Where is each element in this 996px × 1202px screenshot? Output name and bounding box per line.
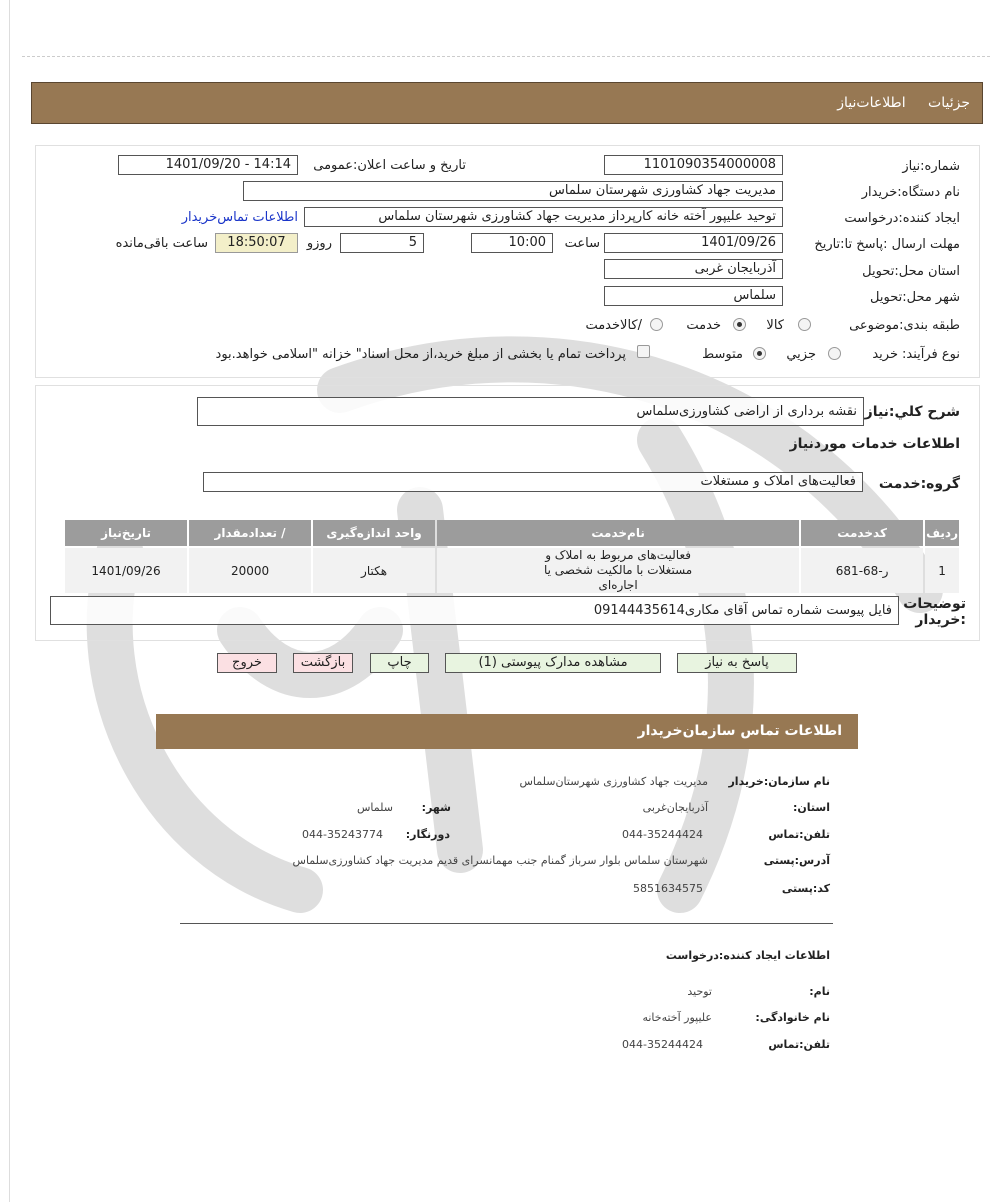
requester-family-value: علیپور آخته‌خانه [642,1011,712,1024]
requester-phone-label: تلفن:تماس [768,1038,830,1051]
summary-field: نقشه برداری از اراضی کشاورزی‌سلماس [197,397,864,426]
col-unit: واحد اندازه‌گیری [313,520,435,546]
contact-phone-label: تلفن:تماس [768,828,830,841]
requester-phone-value: 044-35244424 [622,1038,703,1051]
process-minor-radio[interactable] [828,347,841,360]
creator-field: توحید علیپور آخته خانه کارپرداز مدیریت جهاد کشاورزی شهرستان سلماس [304,207,783,227]
requester-title: اطلاعات ایجاد کننده:درخواست [665,949,830,962]
cell-quantity: 20000 [189,548,311,593]
contact-city-label: شهر: [421,801,451,814]
city-label: شهر محل:تحویل [870,290,960,305]
cell-unit: هکتار [313,548,435,593]
tab-details[interactable]: جزئیات [928,95,970,111]
col-row: ردیف [925,520,959,546]
buyer-notes-label: توضیحات :خریدار [903,596,966,628]
contact-address-label: آدرس:پستی [763,854,830,867]
treasury-payment-checkbox[interactable] [637,345,650,358]
col-need-date: تاریخ‌نیاز [65,520,187,546]
need-number-field: 1101090354000008 [604,155,783,175]
back-button[interactable]: بازگشت [293,653,353,673]
deadline-time-label: ساعت [564,236,600,251]
province-label: استان محل:تحویل [862,264,960,279]
announce-label: تاریخ و ساعت اعلان:عمومی [313,158,466,173]
buyer-org-field: مدیریت جهاد کشاورزی شهرستان سلماس [243,181,783,201]
col-service-code: کدخدمت [801,520,923,546]
province-field: آذربایجان غربی [604,259,783,279]
services-table [63,518,961,595]
process-buy-label: خرید [872,347,898,362]
summary-label: شرح کلي:نیاز [864,404,960,420]
category-goods-radio[interactable] [798,318,811,331]
col-quantity: / تعدادمقدار [189,520,311,546]
print-button[interactable]: چاپ [370,653,429,673]
contact-fax-label: دورنگار: [405,828,450,841]
exit-button[interactable]: خروج [217,653,277,673]
deadline-date-field: 1401/09/26 [604,233,783,253]
reply-button[interactable]: پاسخ به نیاز [677,653,797,673]
city-field: سلماس [604,286,783,306]
process-medium-radio[interactable] [753,347,766,360]
service-group-field: فعالیت‌های املاک و مستغلات [203,472,863,492]
category-goods-service-radio[interactable] [650,318,663,331]
contact-fax-value: 044-35243774 [302,828,383,841]
services-title: اطلاعات خدمات موردنیاز [789,436,960,452]
contact-section-header [156,714,858,749]
contact-phone-value: 044-35244424 [622,828,703,841]
days-label: روزو [306,236,332,251]
process-label: نوع فرآیند: [902,347,960,362]
contact-section-title: اطلاعات تماس سازمان‌خریدار [637,723,842,739]
contact-postal-label: کد:پستی [781,882,830,895]
contact-postal-value: 5851634575 [633,882,703,895]
tab-need-info[interactable]: اطلاعات‌نیاز [837,95,906,111]
service-group-label: گروه:خدمت [878,476,960,492]
contact-province-value: آذربایجان‌غربی [642,801,708,814]
contact-address-value: شهرستان سلماس بلوار سرباز گمنام جنب مهمانسرای قدیم مدیریت جهاد کشاورزی‌سلماس [292,854,708,867]
requester-name-value: توحید [687,985,712,998]
contact-province-label: استان: [793,801,830,814]
header-bar [31,82,983,124]
contact-org-label: نام سازمان:خریدار [728,775,830,788]
category-label: طبقه بندی:موضوعی [849,318,960,333]
need-details-panel [35,145,980,378]
requester-family-label: نام خانوادگی: [755,1011,830,1024]
deadline-time-field: 10:00 [471,233,553,253]
category-service-label: خدمت [686,318,721,333]
top-dashed-divider [22,56,990,57]
need-number-label: شماره:نیاز [902,159,960,174]
contact-city-value: سلماس [357,801,393,814]
buyer-notes-field: فایل پیوست شماره تماس آقای مکاری09144435614 [50,596,899,625]
deadline-label: مهلت ارسال :پاسخ تا:تاریخ [814,237,960,252]
cell-service-name: فعالیت‌های مربوط به املاک و مستغلات با مالکیت شخصی یا اجاره‌ای [437,548,799,593]
attachments-button[interactable]: مشاهده مدارک پیوستی (1) [445,653,661,673]
table-header-row [65,520,959,546]
cell-need-date: 1401/09/26 [65,548,187,593]
page-left-rule [9,0,10,1202]
cell-service-code: ر-68-681 [801,548,923,593]
contact-divider [180,923,833,924]
creator-label: ایجاد کننده:درخواست [844,211,960,226]
table-row [65,548,959,593]
contact-org-value: مدیریت جهاد کشاورزی شهرستان‌سلماس [519,775,708,788]
category-goods-service-label: /کالاخدمت [585,318,642,333]
treasury-payment-note: پرداخت تمام یا بخشی از مبلغ خرید،از محل اسناد" خزانه "اسلامی خواهد.بود [215,347,626,362]
cell-row: 1 [925,548,959,593]
category-service-radio[interactable] [733,318,746,331]
requester-name-label: نام: [809,985,830,998]
remaining-label: ساعت باقی‌مانده [115,236,208,251]
col-service-name: نام‌خدمت [437,520,799,546]
buyer-contact-link[interactable]: اطلاعات تماس‌خریدار [181,210,298,225]
days-field: 5 [340,233,424,253]
remaining-timer: 18:50:07 [215,233,298,253]
buyer-org-label: نام دستگاه:خریدار [861,185,960,200]
process-medium-label: متوسط [702,347,743,362]
category-goods-label: کالا [766,318,784,333]
process-minor-label: جزیي [786,347,816,362]
announce-date-field: 1401/09/20 - 14:14 [118,155,298,175]
